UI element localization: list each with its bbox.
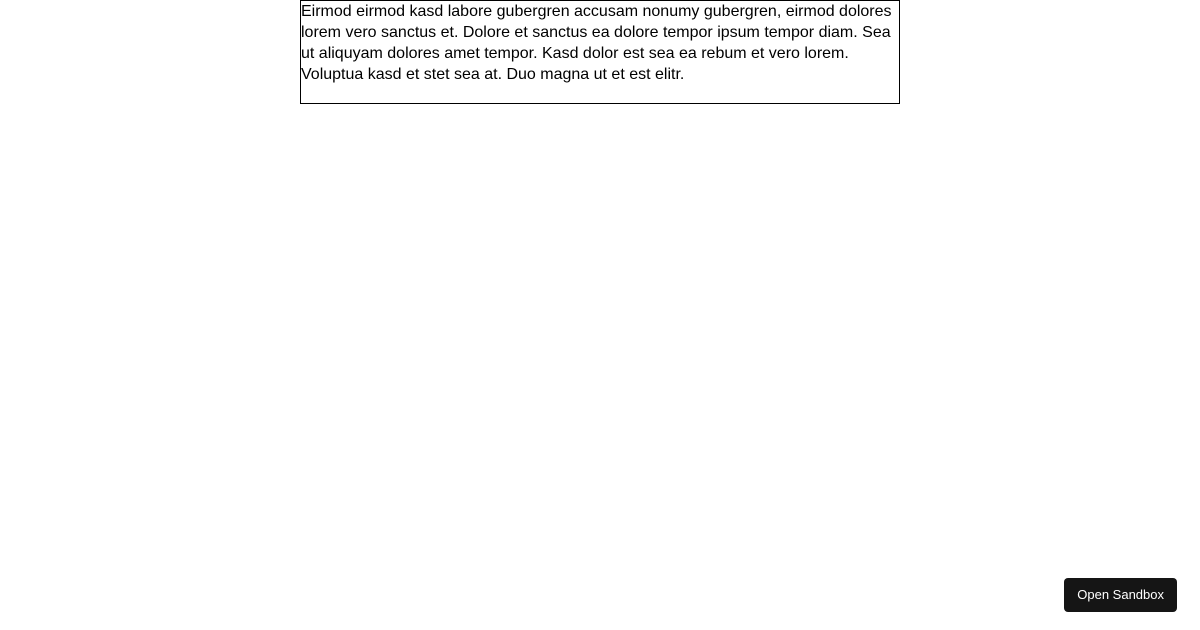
open-sandbox-button[interactable]: Open Sandbox <box>1064 578 1177 612</box>
paragraph-text: Eirmod eirmod kasd labore gubergren accusam nonumy gubergren, eirmod dolores lorem vero sanctus et. Dolore et sanctus ea dolore tempor ipsum tempor diam. Sea ut aliquyam dolores amet tempor. Kasd dolor est sea ea rebum et vero lorem. Voluptua kasd et stet sea at. Duo magna ut et est elitr. <box>301 3 892 83</box>
text-container <box>300 0 900 104</box>
